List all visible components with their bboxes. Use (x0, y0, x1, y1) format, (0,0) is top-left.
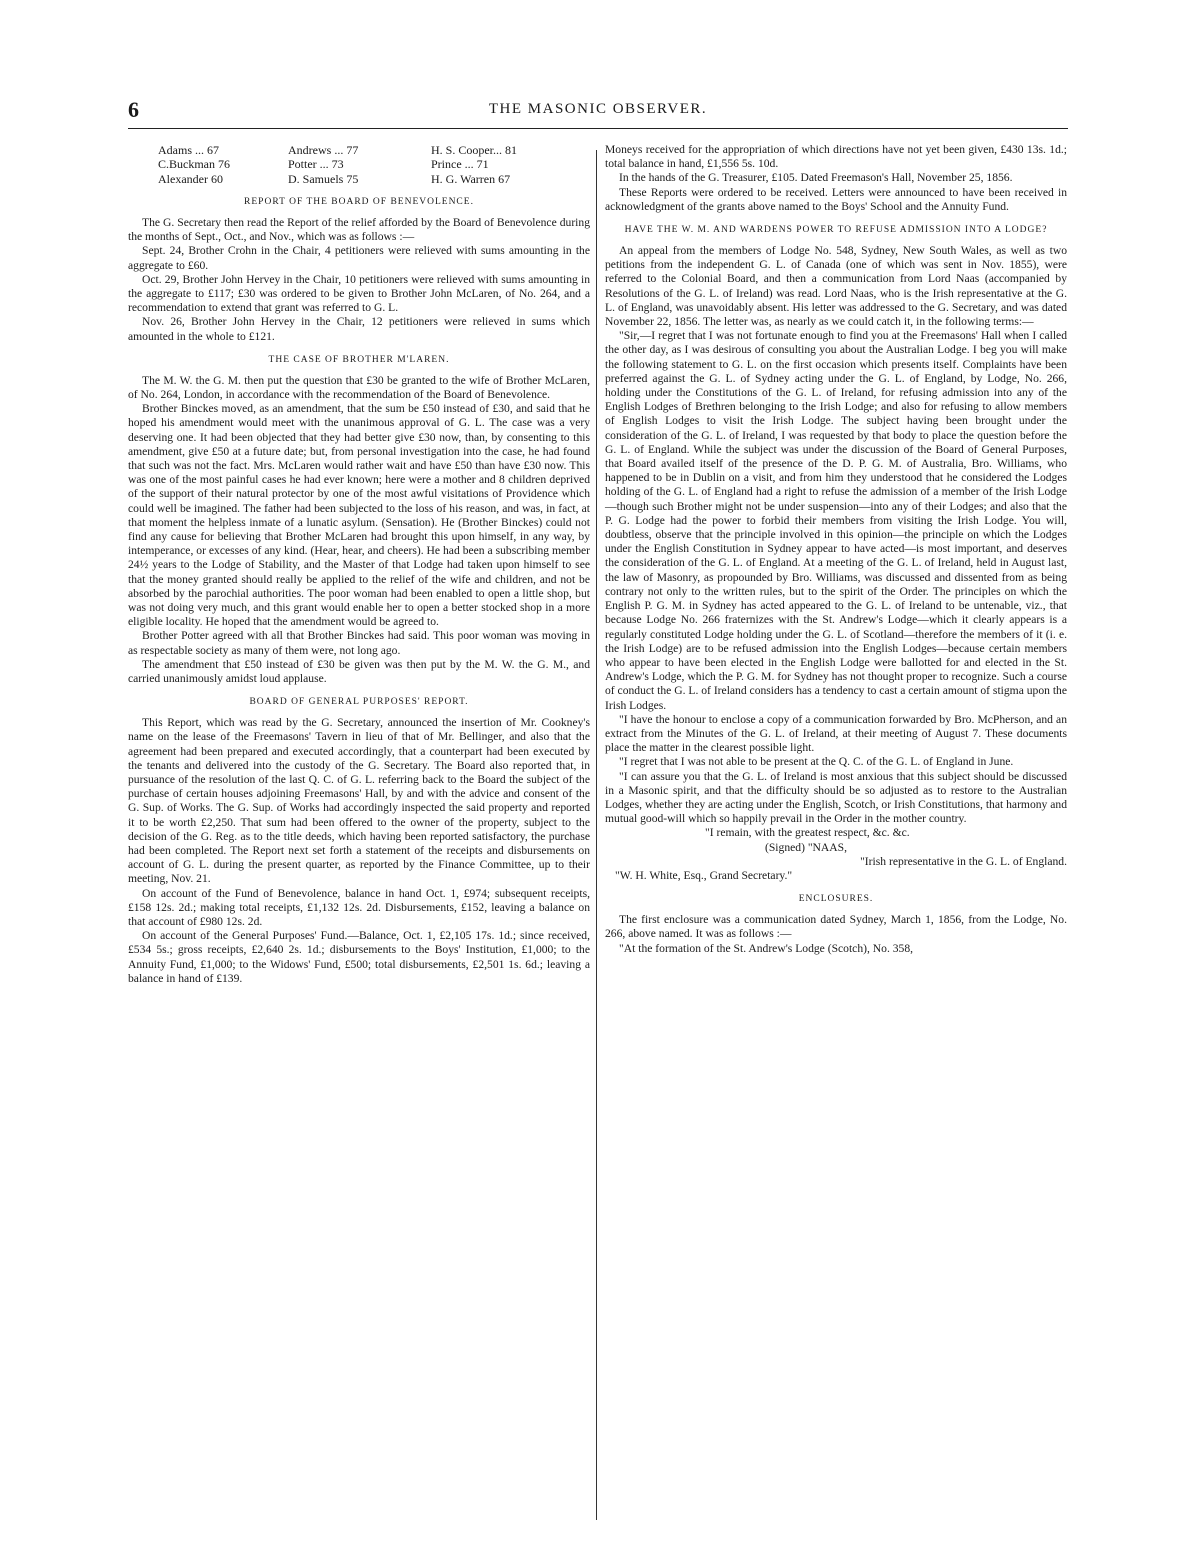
vote-entry: C.Buckman 76 (158, 157, 230, 172)
paragraph: Moneys received for the appropriation of which directions have not yet been given, £430 13s. 1d.; total balance in hand, £1,556 5s. 10d. (605, 143, 1067, 171)
paragraph: Nov. 26, Brother John Hervey in the Chair, 12 petitioners were relieved in sums which amounted in the whole to £121. (128, 315, 590, 343)
paragraph: "I can assure you that the G. L. of Ireland is most anxious that this subject should be discussed in a Masonic spirit, and that the difficulty should be so adjusted as to restore to the Australian Lodges, whether they are acting under the English, Scotch, or Irish Constitutions, that harmony and mutual good-will which so happily prevail in the Order in the mother country. (605, 769, 1067, 826)
vote-entry: Adams ... 67 (158, 143, 219, 157)
paragraph: Brother Potter agreed with all that Brother Binckes had said. This poor woman was moving in as respectable society as many of them were, not long ago. (128, 629, 590, 657)
paragraph: The G. Secretary then read the Report of the relief afforded by the Board of Benevolence during the months of Sept., Oct., and Nov., which was as follows :— (128, 215, 590, 244)
signoff-representative: "Irish representative in the G. L. of England. (860, 854, 1067, 868)
masthead (128, 95, 1068, 125)
section-heading-mclaren: THE CASE OF BROTHER M'LAREN. (268, 354, 450, 365)
vote-entry: Potter ... 73 (288, 157, 344, 172)
section-heading-enclosures: ENCLOSURES. (798, 894, 874, 905)
paragraph: Oct. 29, Brother John Hervey in the Chair, 10 petitioners were relieved with sums amounting in the aggregate to £117; £30 was ordered to be given to Brother John McLaren, of No. 264, and a recommendation to extend that grant was referred to G. L. (128, 272, 590, 315)
column-divider (596, 150, 597, 1520)
vote-table (158, 143, 590, 186)
vote-row (158, 172, 590, 186)
signoff-signed: (Signed) "NAAS, (765, 840, 848, 854)
vote-row (158, 143, 590, 157)
left-column (128, 143, 590, 986)
paragraph: These Reports were ordered to be received. Letters were announced to have been received in acknowledgment of the grants above named to the Boys' School and the Annuity Fund. (605, 185, 1067, 213)
paragraph: Brother Binckes moved, as an amendment, that the sum be £50 instead of £30, and said that he hoped his amendment would meet with the unanimous approval of G. L. The case was a very deserving one. It had been objected that they had better give £30 now, than, by consenting to this amendment, give £50 at a future date; but, from personal investigation into the case, he had found that such was not the fact. Mrs. McLaren would rather wait and have £50 than have £30 now. This was one of the most painful cases he had ever known; here were a mother and 8 children deprived of the support of their natural protector by one of the most awful visitations of Providence which could well be imagined. The father had been subjected to the loss of his reason, and was, in fact, at that moment the helpless inmate of a lunatic asylum. (Sensation). He (Brother Binckes) could not find any cause for believing that Brother McLaren had brought this upon himself, in any way, by intemperance, or excesses of any kind. (Hear, hear, and cheers). He had been a subscribing member 24½ years to the Lodge of Stability, and the Master of that Lodge had taken upon himself to see that the money granted should really be applied to the relief of the wife and children, and not be absorbed by the parochial authorities. The poor woman had been enabled to open a little shop, but was not doing very much, and this grant would enable her to open a better stocked shop in a more eligible locality. He hoped that the amendment would be agreed to. (128, 402, 590, 629)
right-column (605, 143, 1067, 956)
page-number: 6 (128, 97, 139, 122)
paragraph: The first enclosure was a communication dated Sydney, March 1, 1856, from the Lodge, No. 266, above named. It was as follows :— (605, 913, 1067, 941)
paragraph: On account of the General Purposes' Fund.—Balance, Oct. 1, £2,105 17s. 1d.; since received, £534 5s.; gross receipts, £2,640 2s. 1d.; disbursements to the Boys' Institution, £1,000; to the Annuity Fund, £1,000; to the Widows' Fund, £500; total disbursements, £2,501 1s. 6d.; leaving a balance in hand of £139. (128, 929, 590, 985)
section-heading-general-purposes: BOARD OF GENERAL PURPOSES' REPORT. (249, 697, 469, 708)
paragraph: An appeal from the members of Lodge No. 548, Sydney, New South Wales, as well as two petitions from the independent G. L. of Canada (one of which was sent in Nov. 1855), were referred to the Colonial Board, and then a communication from Lord Naas (accompanied by Resolutions of the G. L. of Ireland) was read. Lord Naas, who is the Irish representative at the G. L. of England, was unavoidably absent. His letter was addressed to the G. Secretary, and was dated November 22, 1856. The letter was, as nearly as we could catch it, in the following terms:— (605, 244, 1067, 329)
paragraph: "At the formation of the St. Andrew's Lodge (Scotch), No. 358, (619, 941, 914, 955)
vote-row (158, 157, 590, 171)
vote-entry: H. G. Warren 67 (431, 171, 511, 186)
paragraph: The amendment that £50 instead of £30 be given was then put by the M. W. the G. M., and carried unanimously amidst loud applause. (128, 657, 590, 685)
paragraph: Sept. 24, Brother Crohn in the Chair, 4 petitioners were relieved with sums amounting in the aggregate to £60. (128, 244, 590, 272)
vote-entry: Prince ... 71 (431, 157, 489, 172)
paragraph: "Sir,—I regret that I was not fortunate enough to find you at the Freemasons' Hall when I called the other day, as I was desirous of consulting you about the Australian Lodge. I beg you will make the following statement to G. L. on the first occasion which presents itself. Complaints have been preferred against the G. L. of Sydney acting under the G. L. of England, by Lodge, No. 266, holding under the Constitutions of the G. L. of Ireland, for refusing admission into any of the English Lodges of Brethren belonging to the Irish Lodge; and also for refusing to allow members of English Lodges to visit the Irish Lodge. The subject having been brought under the consideration of the G. L. of Ireland, I was requested by that body to place the question before the G. L. of England. While the subject was under the discussion of the Board of General Purposes, that Board availed itself of the presence of the D. P. G. M. of Australia, Bro. Williams, who happened to be in Dublin on a visit, and from him they understood that he considered the Lodges holding of the G. L. of England had a right to refuse the admission of a member of the Irish Lodge—though such Brother might not be under suspension—into any of their Lodges; and also that the P. G. Lodge had the power to forbid their members from visiting the Irish Lodge. You will, doubtless, observe that the principle involved in this opinion—the principle on which the Lodges under the English Constitution in Sydney appear to have acted—is most important, and deserves the consideration of the G. L. of England. At a meeting of the G. L. of Ireland, held in August last, the law of Masonry, as propounded by Bro. Williams, was discussed and dissented from as being contrary not only to the written rules, but to the spirit of the Order. The principles on which the English P. G. M. in Sydney has acted appeared to the G. L. of Ireland to be untenable, viz., that because Lodge No. 266 fraternizes with the St. Andrew's Lodge—which it clearly appears is a regularly constituted Lodge holding under the G. L. of Scotland—therefore the members of it (i. e. the Irish Lodge) are to be refused admission into the English Lodges—because certain members who appear to have been elected in the English Lodge were ballotted for and elected in the St. Andrew's Lodge, which the P. G. M. for Sydney has not thought proper to recognize. Such a course of conduct the G. L. of Ireland considers has a tendency to cast a certain amount of stigma upon the Irish Lodges. (605, 329, 1067, 712)
header-rule (128, 128, 1068, 129)
signoff-addressee: "W. H. White, Esq., Grand Secretary." (615, 868, 793, 882)
paragraph: In the hands of the G. Treasurer, £105. Dated Freemason's Hall, November 25, 1856. (619, 171, 1013, 185)
letter-signoff (605, 826, 1067, 883)
paragraph: The M. W. the G. M. then put the question that £30 be granted to the wife of Brother McLaren, of No. 264, London, in accordance with the recommendation of the Board of Benevolence. (128, 373, 590, 401)
vote-entry: H. S. Cooper... 81 (431, 143, 518, 157)
paragraph: "I regret that I was not able to be present at the Q. C. of the G. L. of England in June. (619, 755, 1014, 769)
vote-entry: Alexander 60 (158, 171, 223, 186)
vote-entry: D. Samuels 75 (288, 171, 359, 186)
signoff-remain: "I remain, with the greatest respect, &c. &c. (705, 826, 910, 840)
section-heading-admission: HAVE THE W. M. AND WARDENS POWER TO REFUSE ADMISSION INTO A LODGE? (624, 225, 1048, 236)
journal-title: THE MASONIC OBSERVER. (488, 101, 708, 117)
paragraph: On account of the Fund of Benevolence, balance in hand Oct. 1, £974; subsequent receipts, £158 12s. 2d.; making total receipts, £1,132 12s. 2d. Disbursements, £152, leaving a balance on that account of £980 12s. 2d. (128, 886, 590, 929)
paragraph: This Report, which was read by the G. Secretary, announced the insertion of Mr. Cookney's name on the lease of the Freemasons' Tavern in lieu of that of Mr. Bellinger, and also that the agreement had been prepared and executed accordingly, that a counterpart had been executed by the tenants and delivered into the custody of the G. Secretary. The Board also reported that, in pursuance of the resolution of the last Q. C. of G. L. referring back to the Board the subject of the purchase of certain houses adjoining Freemasons' Hall, by and with the advice and consent of the G. Sup. of Works. The G. Sup. of Works had accordingly inspected the said property and reported it to be worth £2,250. That sum had been offered to the owner of the property, subject to the decision of the G. Reg. as to the title deeds, which having been reported satisfactory, the purchase had been completed. The Report next set forth a statement of the receipts and disbursements on account of G. L. during the present quarter, as reported by the Finance Committee, up to their meeting, Nov. 21. (128, 716, 590, 886)
paragraph: "I have the honour to enclose a copy of a communication forwarded by Bro. McPherson, and an extract from the Minutes of the G. L. of Ireland, at their meeting of August 7. These documents place the matter in the clearest possible light. (605, 712, 1067, 755)
section-heading-benevolence: REPORT OF THE BOARD OF BENEVOLENCE. (244, 196, 474, 207)
vote-entry: Andrews ... 77 (288, 143, 359, 157)
